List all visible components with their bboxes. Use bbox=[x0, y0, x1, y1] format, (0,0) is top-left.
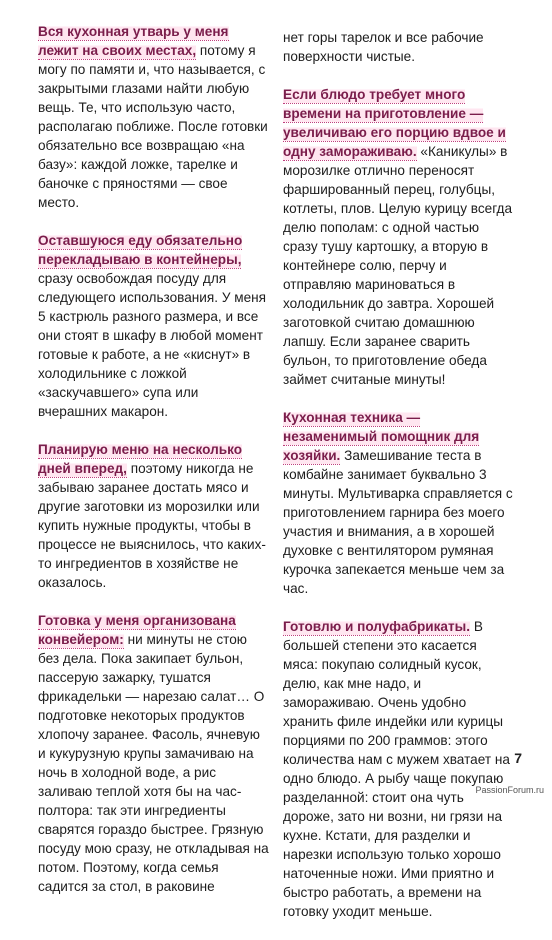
tip-block bbox=[38, 611, 270, 896]
tip-text: потому я могу по памяти и, что называется, с закрытыми глазами найти любую вещь. Те, что использую часто, располагаю поближе. После готовки обязательно все возвращаю «на базу»: каждой ложке, тарелке и баночке с пряностями — свое место. bbox=[38, 43, 268, 210]
tip-heading: Оставшуюся еду обязательно перекладываю в контейнеры, bbox=[38, 233, 243, 267]
left-column bbox=[38, 22, 270, 915]
tip-block bbox=[38, 440, 270, 592]
continued-text-block bbox=[283, 28, 513, 66]
tip-heading: Кухонная техника — незаменимый помощник для хозяйки. bbox=[283, 410, 480, 463]
tip-text: В большей степени это касается мяса: покупаю солидный кусок, делю, как мне надо, и замораживаю. Очень удобно хранить филе индейки или курицы порциями по 200 граммов: этого количества нам с мужем хватает на одно блюдо. А рыбу чаще покупаю разделанной: стоит она чуть дороже, зато ни возни, ни грязи на кухне. Кстати, для разделки и нарезки использую только хорошо наточенные ножи. Ими приятно и быстро работать, а времени на готовку уходит меньше. bbox=[283, 619, 510, 919]
tip-text: поэтому никогда не забываю заранее достать мясо и другие заготовки из морозилки или купить нужные продукты, чтобы в процессе не выяснилось, что каких-то ингредиентов в хозяйстве не оказалось. bbox=[38, 461, 266, 590]
tip-block bbox=[283, 85, 513, 389]
tip-block bbox=[38, 231, 270, 421]
tip-text: сразу освобождая посуду для следующего использования. У меня 5 кастрюль разного размера, и все они стоят в шкафу в любой момент готовые к работе, а не «киснут» в холодильнике с ложкой «заскучавшего» супа или вчерашних макарон. bbox=[38, 271, 266, 419]
tip-block bbox=[38, 22, 270, 212]
watermark: PassionForum.ru bbox=[475, 785, 544, 795]
tip-heading: Готовка у меня организована конвейером: bbox=[38, 613, 236, 647]
tip-text: ни минуты не стою без дела. Пока закипает бульон, пассерую зажарку, тушатся фрикадельки — нарезаю салат… О подготовке некоторых продуктов хлопочу заранее. Фасоль, ячневую и кукурузную крупы замачиваю на ночь в холодной воде, а рис заливаю теплой хотя бы на час-полтора: так эти ингредиенты сварятся гораздо быстрее. Грязную посуду мою сразу, не откладывая на потом. Поэтому, когда семья садится за стол, в раковине bbox=[38, 632, 269, 894]
tip-text: «Каникулы» в морозилке отлично переносят фаршированный перец, голубцы, котлеты, плов. Целую курицу всегда делю пополам: с одной частью сразу тушу картошку, а вторую в контейнере солю, перчу и отправляю мариноваться в холодильник до завтра. Хорошей заготовкой считаю домашнюю лапшу. Если заранее сварить бульон, то приготовление обеда займет считаные минуты! bbox=[283, 144, 513, 387]
tip-block bbox=[283, 617, 513, 921]
right-column bbox=[283, 28, 513, 940]
tip-heading: Готовлю и полуфабрикаты. bbox=[283, 619, 471, 634]
continued-text: нет горы тарелок и все рабочие поверхности чистые. bbox=[283, 30, 484, 64]
tip-heading: Вся кухонная утварь у меня лежит на своих местах, bbox=[38, 24, 229, 58]
tip-text: Замешивание теста в комбайне занимает буквально 3 минуты. Мультиварка справляется с приготовлением гарнира без моего участия и внимания, а в хорошей духовке с вентилятором румяная курочка запекается меньше чем за час. bbox=[283, 448, 513, 596]
page-number: 7 bbox=[514, 750, 522, 766]
tip-heading: Планирую меню на несколько дней вперед, bbox=[38, 442, 243, 476]
tip-heading: Если блюдо требует много времени на приготовление — увеличиваю его порцию вдвое и одну замораживаю. bbox=[283, 87, 506, 159]
tip-block bbox=[283, 408, 513, 598]
